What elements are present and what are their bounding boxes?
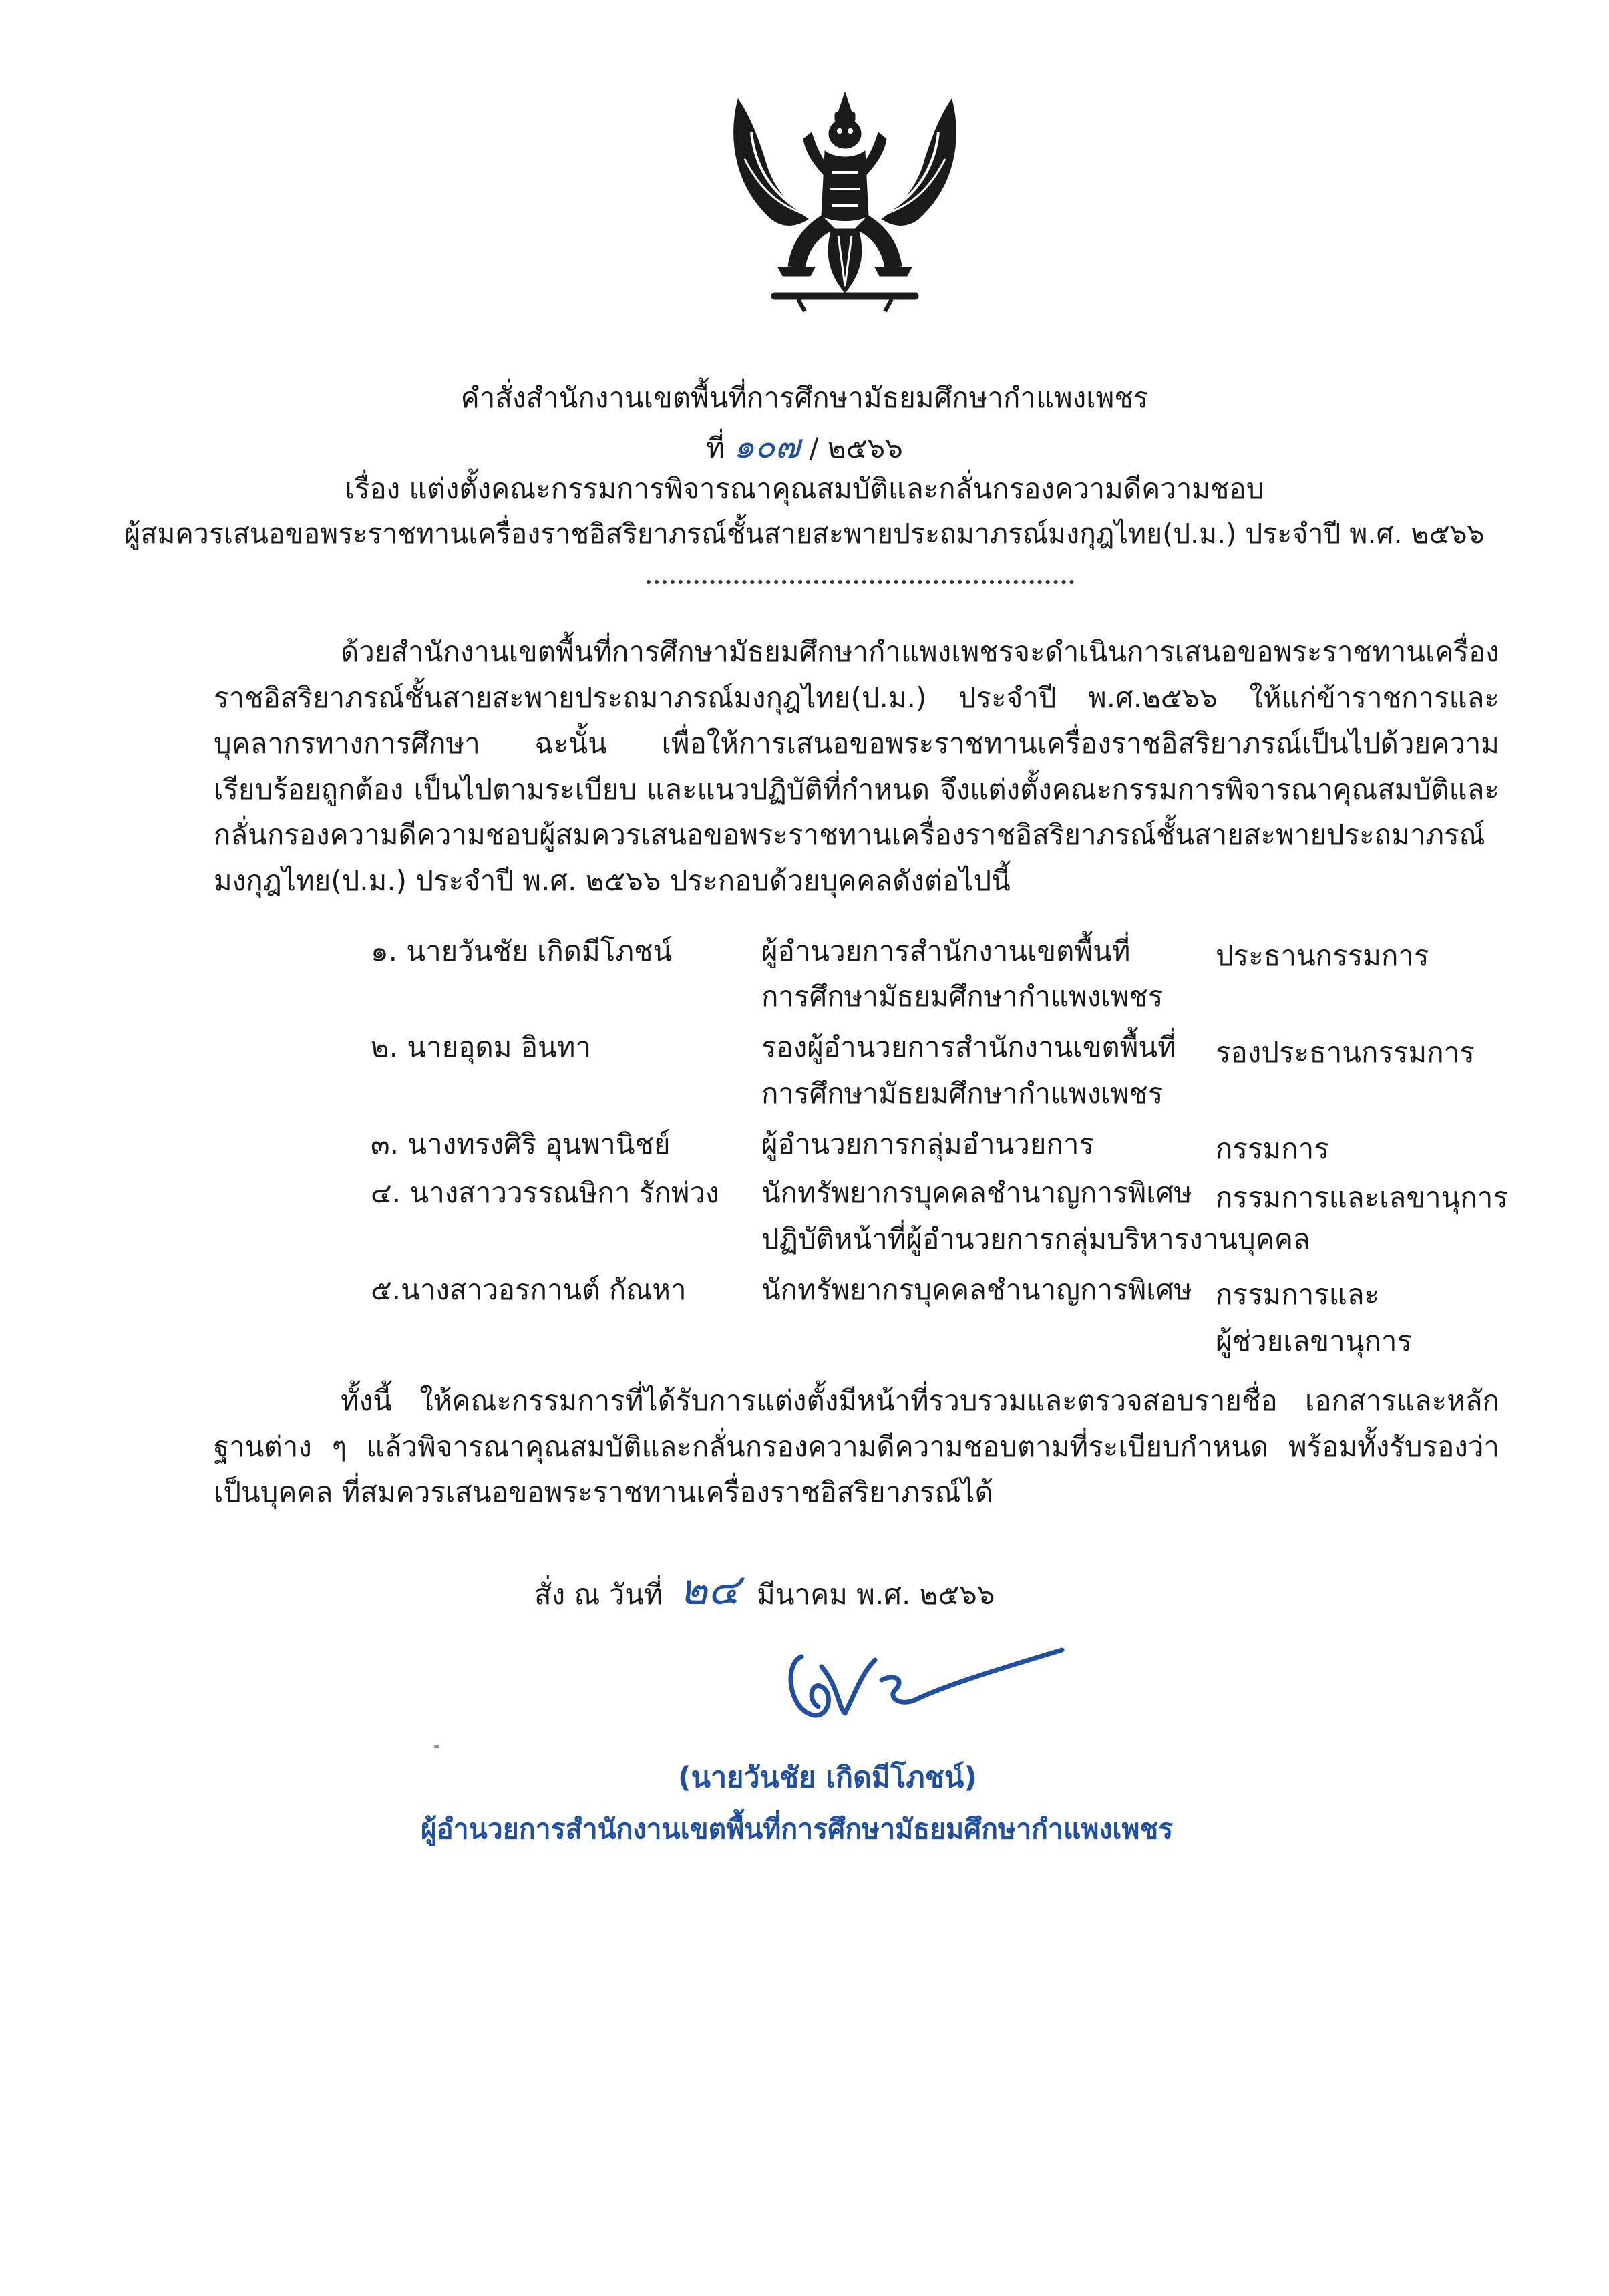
committee-position: รองผู้อำนวยการสำนักงานเขตพื้นที่ (761, 1031, 1176, 1063)
order-number (0, 427, 1609, 466)
intro-paragraph: ด้วยสำนักงานเขตพื้นที่การศึกษามัธยมศึกษากำแพงเพชรจะดำเนินการเสนอขอพระราชทานเครื่องราชอิสริยาภรณ์ชั้นสายสะพายประถมาภรณ์มงกุฎไทย(ป.ม.) ประจำปี พ.ศ.๒๕๖๖ ให้แก่ข้าราชการและบุคลากรทางการศึกษา ฉะนั้น เพื่อให้การเสนอขอพระราชทานเครื่องราชอิสริยาภรณ์เป็นไปด้วยความเรียบร้อยถูกต้อง เป็นไปตามระเบียบ และแนวปฏิบัติที่กำหนด จึงแต่งตั้งคณะกรรมการพิจารณาคุณสมบัติและกลั่นกรองความดีความชอบผู้สมควรเสนอขอพระราชทานเครื่องราชอิสริยาภรณ์ชั้นสายสะพายประถมาภรณ์มงกุฎไทย(ป.ม.) ประจำปี พ.ศ. ๒๕๖๖ ประกอบด้วยบุคคลดังต่อไปนี้ (214, 635, 1499, 897)
date-month-year: มีนาคม พ.ศ. ๒๕๖๖ (757, 1578, 995, 1611)
subject-line-2: ผู้สมควรเสนอขอพระราชทานเครื่องราชอิสริยาภรณ์ชั้นสายสะพายประถมาภรณ์มงกุฎไทย(ป.ม.) ประจำปี พ.ศ. ๒๕๖๖ (124, 518, 1485, 550)
date-day: ๒๔ (679, 1565, 740, 1615)
garuda-emblem-icon (725, 92, 965, 313)
date-prefix: สั่ง ณ วันที่ (534, 1578, 663, 1611)
committee-position: ปฏิบัติหน้าที่ผู้อำนวยการกลุ่มบริหารงานบุคคล (761, 1222, 1310, 1255)
committee-role: รองประธานกรรมการ (1216, 1036, 1475, 1069)
committee-role: ประธานกรรมการ (1216, 939, 1429, 972)
subject-line-1: เรื่อง แต่งตั้งคณะกรรมการพิจารณาคุณสมบัติและกลั่นกรองความดีความชอบ (345, 472, 1264, 505)
signature-icon (781, 1640, 1075, 1730)
committee-position: ผู้อำนวยการกลุ่มอำนวยการ (761, 1128, 1095, 1160)
committee-position: นักทรัพยากรบุคคลชำนาญการพิเศษ (761, 1176, 1192, 1209)
committee-role: กรรมการ (1216, 1132, 1329, 1165)
duty-paragraph: ทั้งนี้ ให้คณะกรรมการที่ได้รับการแต่งตั้งมีหน้าที่รวบรวมและตรวจสอบรายชื่อ เอกสารและหลักฐานต่าง ๆ แล้วพิจารณาคุณสมบัติและกลั่นกรองความดีความชอบตามที่ระเบียบกำหนด พร้อมทั้งรับรองว่าเป็นบุคคล ที่สมควรเสนอขอพระราชทานเครื่องราชอิสริยาภรณ์ได้ (214, 1384, 1499, 1508)
signatory-name: (นายวันชัย เกิดมีโภชน์) (678, 1761, 977, 1794)
committee-role: ผู้ช่วยเลขานุการ (1216, 1325, 1412, 1357)
committee-position: ผู้อำนวยการสำนักงานเขตพื้นที่ (761, 935, 1131, 967)
order-number-value: ๑๐๗ (733, 427, 801, 466)
committee-position: การศึกษามัธยมศึกษากำแพงเพชร (761, 980, 1164, 1013)
dotted-divider (647, 580, 1074, 584)
committee-name: ๓. นางทรงศิริ อุนพานิชย์ (371, 1128, 671, 1160)
committee-role: กรรมการและ (1216, 1278, 1380, 1311)
scan-speck (434, 1745, 439, 1748)
order-number-year: / ๒๕๖๖ (809, 432, 903, 464)
signatory-title: ผู้อำนวยการสำนักงานเขตพื้นที่การศึกษามัธยมศึกษากำแพงเพชร (421, 1813, 1174, 1845)
committee-position: การศึกษามัธยมศึกษากำแพงเพชร (761, 1077, 1164, 1110)
committee-name: ๔. นางสาววรรณษิกา รักพ่วง (371, 1176, 719, 1209)
order-number-prefix: ที่ (706, 432, 725, 464)
committee-name: ๑. นายวันชัย เกิดมีโภชน์ (371, 935, 673, 967)
committee-name: ๒. นายอุดม อินทา (371, 1031, 592, 1063)
order-date (534, 1565, 995, 1615)
order-title: คำสั่งสำนักงานเขตพื้นที่การศึกษามัธยมศึกษากำแพงเพชร (460, 381, 1149, 414)
committee-role: กรรมการและเลขานุการ (1216, 1181, 1508, 1214)
committee-position: นักทรัพยากรบุคคลชำนาญการพิเศษ (761, 1273, 1192, 1306)
committee-name: ๕.นางสาวอรกานต์ กัณหา (371, 1273, 687, 1306)
